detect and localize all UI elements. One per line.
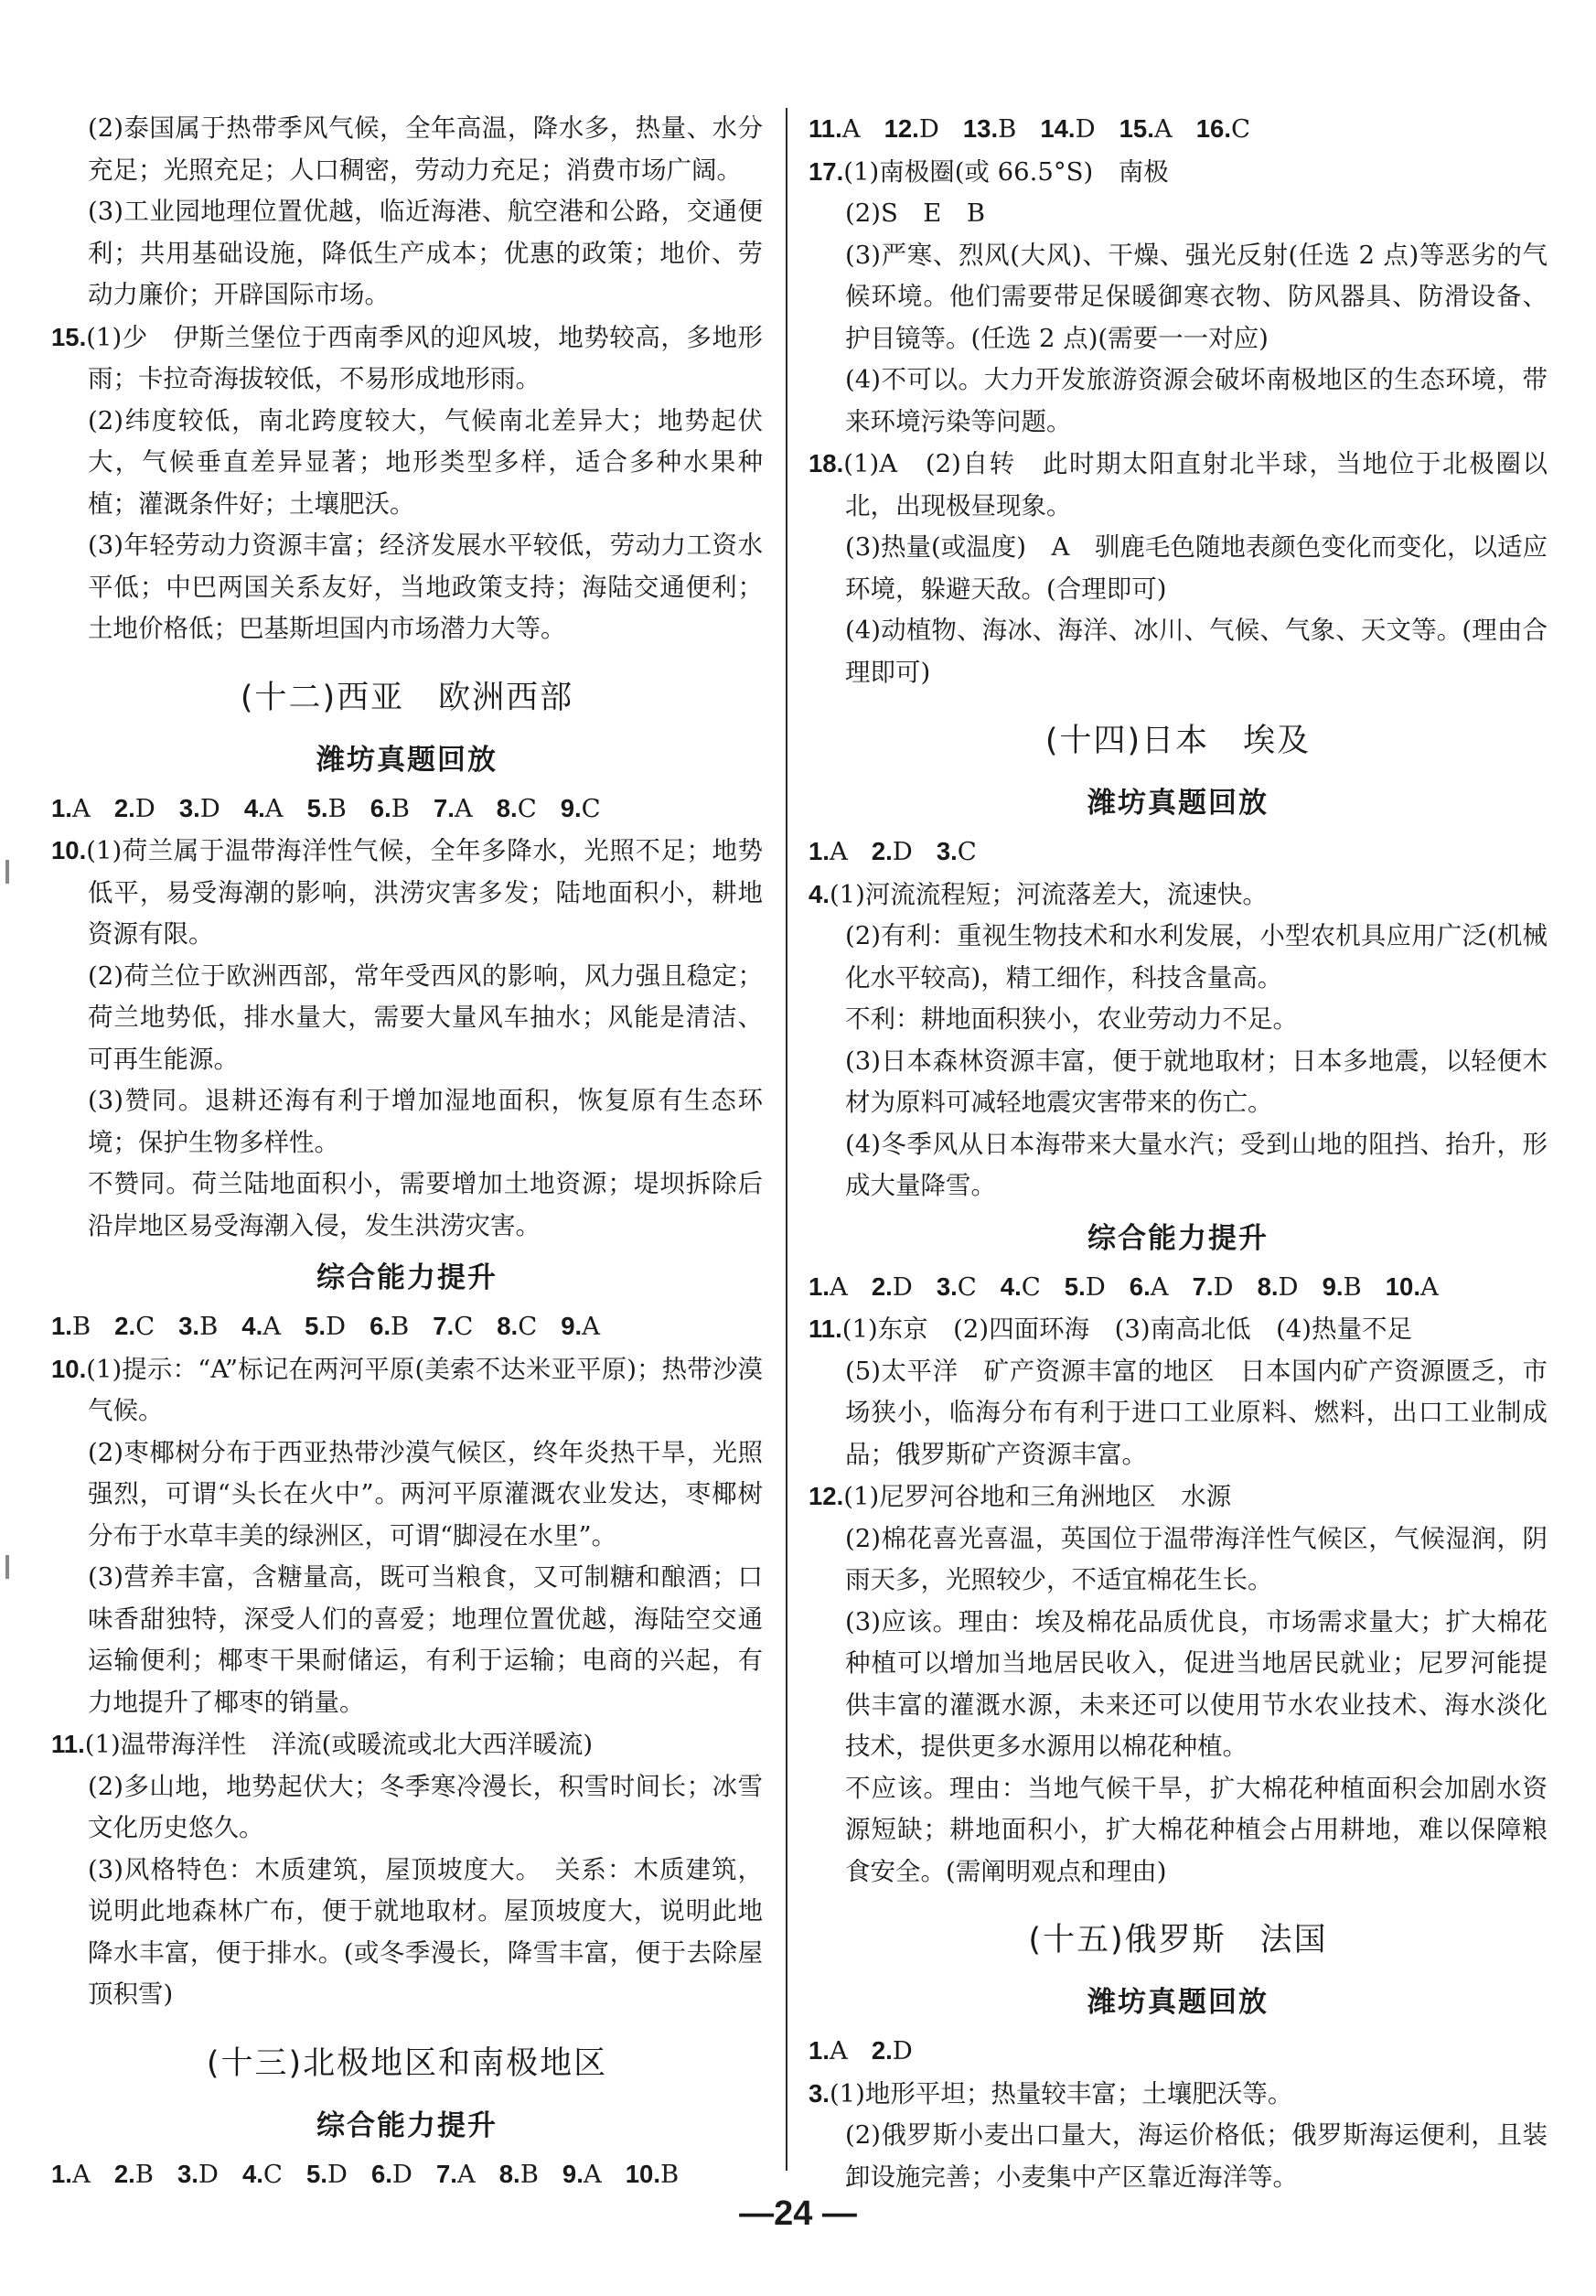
choice-letter: B bbox=[71, 1312, 91, 1341]
choice-answer bbox=[51, 1312, 91, 1341]
choice-letter: D bbox=[391, 2159, 412, 2189]
question-number: 4. bbox=[809, 879, 830, 908]
question-number: 18. bbox=[809, 449, 844, 477]
choice-number: 1. bbox=[51, 793, 72, 822]
choice-answers bbox=[51, 1305, 763, 1348]
choice-answer bbox=[1040, 114, 1095, 144]
answer-text: (3)赞同。退耕还海有利于增加湿地面积，恢复原有生态环境；保护生物多样性。 bbox=[88, 1086, 763, 1157]
choice-number: 2. bbox=[871, 1271, 893, 1301]
choice-letter: D bbox=[327, 2159, 348, 2189]
choice-answer bbox=[1258, 1272, 1299, 1302]
choice-answer bbox=[179, 794, 220, 823]
choice-letter: B bbox=[134, 2159, 154, 2189]
choice-answer bbox=[884, 114, 939, 144]
choice-answer bbox=[1130, 1272, 1169, 1302]
choice-letter: C bbox=[1230, 114, 1251, 144]
choice-number: 1. bbox=[51, 2159, 72, 2188]
choice-number: 8. bbox=[496, 793, 518, 822]
choice-number: 1. bbox=[809, 1271, 830, 1301]
question-12 bbox=[809, 1475, 1548, 1518]
choice-letter: D bbox=[1075, 114, 1096, 144]
choice-letter: A bbox=[829, 837, 848, 866]
choice-answer bbox=[1386, 1272, 1439, 1302]
section-title: (十五)俄罗斯 法国 bbox=[1028, 1922, 1328, 1958]
choice-answer bbox=[1196, 114, 1250, 144]
choice-answer bbox=[872, 837, 913, 866]
choice-number: 10. bbox=[625, 2159, 660, 2188]
choice-answer bbox=[178, 1312, 218, 1341]
choice-answer bbox=[1119, 114, 1173, 144]
choice-letter: C bbox=[957, 1271, 977, 1302]
question-number: 3. bbox=[809, 2078, 830, 2108]
choice-answer bbox=[370, 1312, 409, 1341]
choice-letter: C bbox=[957, 837, 977, 866]
answer-text: (2)有利：重视生物技术和水利发展，小型农机具应用广泛(机械化水平较高)，精工细作，科技含量高。 bbox=[845, 921, 1548, 992]
choice-answer bbox=[305, 1312, 346, 1341]
choice-answer bbox=[114, 794, 155, 823]
answer-text: (3)热量(或温度) A 驯鹿毛色随地表颜色变化而变化，以适应环境，躲避天敌。(合理即可) bbox=[845, 532, 1548, 604]
answer-text: (2)泰国属于热带季风气候，全年高温，降水多，热量、水分充足；光照充足；人口稠密，劳动力充足；消费市场广阔。 bbox=[88, 113, 763, 185]
question-4 bbox=[809, 874, 1548, 917]
choice-number: 2. bbox=[113, 793, 135, 822]
choice-letter: A bbox=[71, 2159, 91, 2189]
question-10 bbox=[51, 830, 763, 956]
choice-answer bbox=[497, 1312, 537, 1341]
choice-answer bbox=[51, 2160, 91, 2189]
choice-letter: B bbox=[199, 1312, 219, 1341]
question-18 bbox=[809, 443, 1548, 527]
answer-text: (1)东京 (2)四面环海 (3)南高北低 (4)热量不足 bbox=[841, 1314, 1413, 1344]
choice-number: 7. bbox=[433, 1312, 455, 1340]
answer-text: 不利：耕地面积狭小，农业劳动力不足。 bbox=[845, 1004, 1298, 1034]
choice-letter: D bbox=[892, 1271, 913, 1302]
choice-answers bbox=[809, 1266, 1548, 1309]
choice-letter: A bbox=[583, 2159, 602, 2189]
section-title: (十三)北极地区和南极地区 bbox=[206, 2044, 608, 2082]
choice-letter: D bbox=[892, 2036, 913, 2065]
answer-text: (2)枣椰树分布于西亚热带沙漠气候区，终年炎热干旱，光照强烈，可谓“头长在火中”。两河平原灌溉农业发达，枣椰树分布于水草丰美的绿洲区，可谓“脚浸在水里”。 bbox=[88, 1437, 763, 1550]
answer-text: (1)温带海洋性 洋流(或暖流或北大西洋暖流) bbox=[84, 1730, 594, 1759]
choice-letter: B bbox=[391, 1312, 410, 1341]
choice-letter: D bbox=[1213, 1271, 1234, 1302]
question-11 bbox=[809, 1308, 1548, 1351]
choice-number: 3. bbox=[178, 1312, 200, 1340]
choice-answer bbox=[242, 2160, 283, 2189]
choice-answer bbox=[561, 794, 601, 823]
choice-letter: A bbox=[262, 1312, 282, 1341]
choice-answers bbox=[51, 2153, 763, 2196]
choice-letter: A bbox=[582, 1312, 601, 1341]
choice-letter: C bbox=[454, 1312, 474, 1341]
answer-text: 不应该。理由：当地气候干旱，扩大棉花种植面积会加剧水资源短缺；耕地面积小，扩大棉花种植会占用耕地，难以保障粮食安全。(需阐明观点和理由) bbox=[845, 1773, 1548, 1886]
choice-letter: D bbox=[326, 1312, 347, 1341]
choice-number: 14. bbox=[1040, 114, 1076, 143]
choice-answer bbox=[307, 794, 347, 823]
choice-letter: C bbox=[135, 1312, 155, 1341]
question-11 bbox=[51, 1723, 763, 1766]
answer-text: (3)应该。理由：埃及棉花品质优良，市场需求量大；扩大棉花种植可以增加当地居民收入，促进当地居民就业；尼罗河能提供丰富的灌溉水源，未来还可以使用节水农业技术、海水淡化技术，提供更多水源用以棉花种植。 bbox=[845, 1606, 1548, 1761]
answer-text: (5)太平洋 矿产资源丰富的地区 日本国内矿产资源匮乏，市场狭小，临海分布有利于进口工业原料、燃料，出口工业制成品；俄罗斯矿产资源丰富。 bbox=[845, 1356, 1548, 1469]
choice-letter: A bbox=[71, 793, 91, 823]
choice-answer bbox=[497, 794, 537, 823]
choice-letter: A bbox=[454, 793, 473, 823]
choice-number: 5. bbox=[1064, 1271, 1086, 1301]
choice-letter: D bbox=[1278, 1271, 1299, 1302]
subsection-title: 综合能力提升 bbox=[316, 1261, 498, 1294]
choice-number: 3. bbox=[178, 793, 200, 822]
choice-letter: A bbox=[829, 1271, 848, 1302]
answer-text: (3)工业园地理位置优越，临近海港、航空港和公路，交通便利；共用基础设施，降低生产成本；优惠的政策；地价、劳动力廉价；开辟国际市场。 bbox=[88, 197, 763, 309]
answer-text: (2)俄罗斯小麦出口量大，海运价格低；俄罗斯海运便利，且装卸设施完善；小麦集中产区靠近海洋等。 bbox=[845, 2120, 1548, 2192]
choice-number: 6. bbox=[370, 793, 391, 822]
answer-text: 不赞同。荷兰陆地面积小，需要增加土地资源；堤坝拆除后沿岸地区易受海潮入侵，发生洪涝灾害。 bbox=[88, 1169, 763, 1240]
choice-answer bbox=[872, 2036, 913, 2065]
choice-number: 9. bbox=[1322, 1271, 1344, 1301]
question-number: 10. bbox=[51, 836, 87, 864]
choice-number: 1. bbox=[51, 1312, 72, 1340]
choice-letter: D bbox=[918, 114, 939, 144]
choice-answer bbox=[937, 837, 977, 866]
answer-text: (3)营养丰富，含糖量高，既可当粮食，又可制糖和酿酒；口味香甜独特，深受人们的喜爱；地理位置优越，海陆空交通运输便利；椰枣干果耐储运，有利于运输；电商的兴起，有力地提升了椰枣的销量。 bbox=[88, 1562, 763, 1717]
question-15 bbox=[51, 317, 763, 401]
choice-number: 7. bbox=[435, 2159, 457, 2188]
answer-text: (4)不可以。大力开发旅游资源会破坏南极地区的生态环境，带来环境污染等问题。 bbox=[845, 365, 1548, 436]
answer-text: (4)冬季风从日本海带来大量水汽；受到山地的阻挡、抬升，形成大量降雪。 bbox=[845, 1129, 1548, 1200]
answer-text: (4)动植物、海冰、海洋、冰川、气候、气象、天文等。(理由合理即可) bbox=[845, 616, 1548, 687]
choice-number: 2. bbox=[871, 2036, 893, 2065]
choice-number: 5. bbox=[306, 793, 328, 822]
answer-text: (1)南极圈(或 66.5°S) 南极 bbox=[843, 156, 1169, 187]
choice-number: 4. bbox=[241, 1312, 263, 1340]
margin-mark bbox=[5, 860, 9, 884]
choice-number: 15. bbox=[1119, 114, 1154, 143]
subsection-title: 潍坊真题回放 bbox=[1087, 1986, 1269, 2019]
answer-text: (3)风格特色：木质建筑，屋顶坡度大。 关系：木质建筑，说明此地森林广布，便于就地取材。屋顶坡度大，说明此地降水丰富，便于排水。(或冬季漫长，降雪丰富，便于去除屋顶积雪) bbox=[88, 1854, 763, 2009]
choice-answers bbox=[51, 788, 763, 831]
question-3 bbox=[809, 2073, 1548, 2116]
choice-answer bbox=[1193, 1272, 1234, 1302]
answer-text: (1)荷兰属于温带海洋性气候，全年多降水，光照不足；地势低平，易受海潮的影响，洪涝灾害多发；陆地面积小，耕地资源有限。 bbox=[86, 836, 763, 949]
choice-number: 6. bbox=[1129, 1271, 1151, 1301]
choice-letter: A bbox=[1419, 1271, 1439, 1302]
choice-letter: B bbox=[998, 114, 1017, 144]
choice-number: 7. bbox=[1192, 1271, 1214, 1301]
choice-letter: A bbox=[841, 114, 861, 144]
subsection-title: 综合能力提升 bbox=[316, 2108, 498, 2142]
choice-number: 5. bbox=[305, 2159, 327, 2188]
choice-number: 4. bbox=[241, 2159, 263, 2188]
answer-text: (1)尼罗河谷地和三角洲地区 水源 bbox=[843, 1482, 1232, 1511]
question-number: 17. bbox=[809, 156, 844, 186]
choice-number: 9. bbox=[562, 2159, 584, 2188]
choice-letter: A bbox=[1153, 114, 1173, 144]
choice-number: 12. bbox=[884, 114, 919, 143]
choice-letter: D bbox=[1085, 1271, 1106, 1302]
choice-answers bbox=[809, 831, 1548, 874]
answer-text: (3)日本森林资源丰富，便于就地取材；日本多地震，以轻便木材为原料可减轻地震灾害带来的伤亡。 bbox=[845, 1046, 1548, 1117]
choice-letter: B bbox=[327, 793, 347, 823]
choice-letter: D bbox=[134, 793, 155, 823]
choice-number: 3. bbox=[936, 837, 958, 865]
choice-letter: B bbox=[391, 793, 410, 823]
choice-letter: A bbox=[829, 2036, 848, 2065]
choice-number: 8. bbox=[497, 1312, 519, 1340]
choice-answer bbox=[244, 794, 284, 823]
page-number: —24 — bbox=[739, 2194, 857, 2233]
subsection-title: 综合能力提升 bbox=[1087, 1221, 1269, 1255]
choice-answer bbox=[436, 2160, 476, 2189]
choice-number: 4. bbox=[1000, 1271, 1022, 1301]
choice-letter: C bbox=[581, 793, 601, 823]
answer-text: (1)少 伊斯兰堡位于西南季风的迎风坡，地势较高，多地形雨；卡拉奇海拔较低，不易形成地形雨。 bbox=[86, 322, 763, 393]
choice-letter: C bbox=[1021, 1271, 1041, 1302]
answer-text: (2)荷兰位于欧洲西部，常年受西风的影响，风力强且稳定；荷兰地势低，排水量大，需要大量风车抽水；风能是清洁、可再生能源。 bbox=[88, 960, 763, 1074]
choice-answer bbox=[963, 114, 1016, 144]
right-column bbox=[809, 108, 1548, 2198]
question-number: 11. bbox=[809, 1314, 842, 1343]
choice-answer bbox=[809, 2036, 848, 2065]
left-column bbox=[51, 108, 763, 2195]
choice-answer bbox=[809, 1272, 848, 1302]
question-number: 10. bbox=[51, 1354, 87, 1383]
choice-number: 6. bbox=[370, 2159, 392, 2188]
choice-number: 2. bbox=[114, 1312, 136, 1340]
choice-number: 1. bbox=[809, 2036, 830, 2065]
choice-answer bbox=[937, 1272, 977, 1302]
choice-letter: C bbox=[517, 793, 537, 823]
choice-number: 1. bbox=[809, 837, 830, 865]
choice-answer bbox=[809, 837, 848, 866]
choice-letter: B bbox=[1343, 1271, 1362, 1302]
choice-answer bbox=[499, 2160, 539, 2189]
answer-text: (1)提示：“A”标记在两河平原(美索不达米亚平原)；热带沙漠气候。 bbox=[86, 1354, 763, 1425]
answer-text: (3)严寒、烈风(大风)、干燥、强光反射(任选 2 点)等恶劣的气候环境。他们需要带足保暖御寒衣物、防风器具、防滑设备、护目镜等。(任选 2 点)(需要一一对应) bbox=[845, 240, 1548, 353]
choice-answer bbox=[562, 2160, 602, 2189]
choice-answer bbox=[809, 114, 861, 144]
choice-number: 3. bbox=[177, 2159, 198, 2188]
choice-number: 7. bbox=[433, 793, 455, 822]
choice-answer bbox=[371, 2160, 412, 2189]
choice-answer bbox=[114, 2160, 154, 2189]
column-divider bbox=[786, 108, 787, 2171]
choice-answer bbox=[241, 1312, 281, 1341]
choice-answer bbox=[626, 2160, 679, 2189]
choice-letter: C bbox=[262, 2159, 283, 2189]
answer-text: (2)棉花喜光喜温，英国位于温带海洋性气候区，气候湿润，阴雨天多，光照较少，不适宜棉花生长。 bbox=[845, 1523, 1548, 1594]
choice-number: 11. bbox=[809, 114, 842, 143]
margin-mark bbox=[5, 1555, 9, 1579]
choice-letter: B bbox=[520, 2159, 539, 2189]
answer-text: (2)S E B bbox=[845, 198, 986, 228]
choice-answer bbox=[561, 1312, 600, 1341]
choice-number: 2. bbox=[871, 837, 893, 865]
choice-answer bbox=[872, 1272, 913, 1302]
subsection-title: 潍坊真题回放 bbox=[316, 743, 498, 777]
choice-number: 8. bbox=[1257, 1271, 1279, 1301]
question-number: 15. bbox=[51, 322, 87, 351]
answer-text: (2)多山地，地势起伏大；冬季寒冷漫长，积雪时间长；冰雪文化历史悠久。 bbox=[88, 1771, 763, 1842]
choice-number: 8. bbox=[498, 2159, 520, 2188]
subsection-title: 潍坊真题回放 bbox=[1087, 787, 1269, 820]
choice-letter: B bbox=[659, 2159, 680, 2189]
answer-text: (1)河流流程短；河流落差大，流速快。 bbox=[829, 879, 1268, 909]
choice-answer bbox=[1065, 1272, 1106, 1302]
choice-letter: A bbox=[264, 793, 284, 823]
choice-number: 3. bbox=[936, 1271, 958, 1301]
choice-letter: D bbox=[892, 837, 913, 866]
question-10 bbox=[51, 1348, 763, 1432]
answer-text: (2)纬度较低，南北跨度较大，气候南北差异大；地势起伏大，气候垂直差异显著；地形类型多样，适合多种水果种植；灌溉条件好；土壤肥沃。 bbox=[88, 405, 763, 519]
question-17 bbox=[809, 151, 1548, 194]
answer-text: (3)年轻劳动力资源丰富；经济发展水平较低，劳动力工资水平低；中巴两国关系友好，当地政策支持；海陆交通便利；土地价格低；巴基斯坦国内市场潜力大等。 bbox=[88, 531, 763, 643]
choice-number: 9. bbox=[560, 793, 582, 822]
answer-text: (1)A (2)自转 此时期太阳直射北半球，当地位于北极圈以北，出现极昼现象。 bbox=[843, 449, 1548, 520]
answer-text: (1)地形平坦；热量较丰富；土壤肥沃等。 bbox=[829, 2078, 1293, 2108]
choice-answer bbox=[434, 794, 473, 823]
section-title: (十二)西亚 欧洲西部 bbox=[240, 679, 574, 716]
choice-number: 10. bbox=[1385, 1271, 1420, 1301]
choice-answer bbox=[433, 1312, 473, 1341]
choice-answer bbox=[51, 794, 91, 823]
choice-number: 4. bbox=[243, 793, 265, 822]
section-title: (十四)日本 埃及 bbox=[1044, 723, 1312, 759]
choice-answer bbox=[1323, 1272, 1362, 1302]
choice-answer bbox=[306, 2160, 348, 2189]
choice-answers bbox=[809, 2030, 1548, 2073]
choice-letter: D bbox=[198, 2159, 219, 2189]
choice-number: 2. bbox=[113, 2159, 135, 2188]
question-number: 12. bbox=[809, 1482, 844, 1510]
choice-number: 5. bbox=[305, 1312, 327, 1340]
choice-number: 13. bbox=[962, 114, 999, 143]
choice-letter: C bbox=[518, 1312, 538, 1341]
question-number: 11. bbox=[51, 1730, 85, 1758]
choice-number: 9. bbox=[561, 1312, 583, 1340]
choice-answer bbox=[114, 1312, 155, 1341]
choice-letter: D bbox=[199, 793, 220, 823]
choice-number: 6. bbox=[370, 1312, 391, 1340]
choice-answers bbox=[809, 108, 1548, 151]
choice-answer bbox=[177, 2160, 219, 2189]
choice-answer bbox=[370, 794, 410, 823]
choice-number: 16. bbox=[1195, 114, 1231, 143]
choice-letter: A bbox=[1150, 1271, 1169, 1302]
choice-answer bbox=[1001, 1272, 1041, 1302]
choice-letter: A bbox=[456, 2159, 476, 2189]
